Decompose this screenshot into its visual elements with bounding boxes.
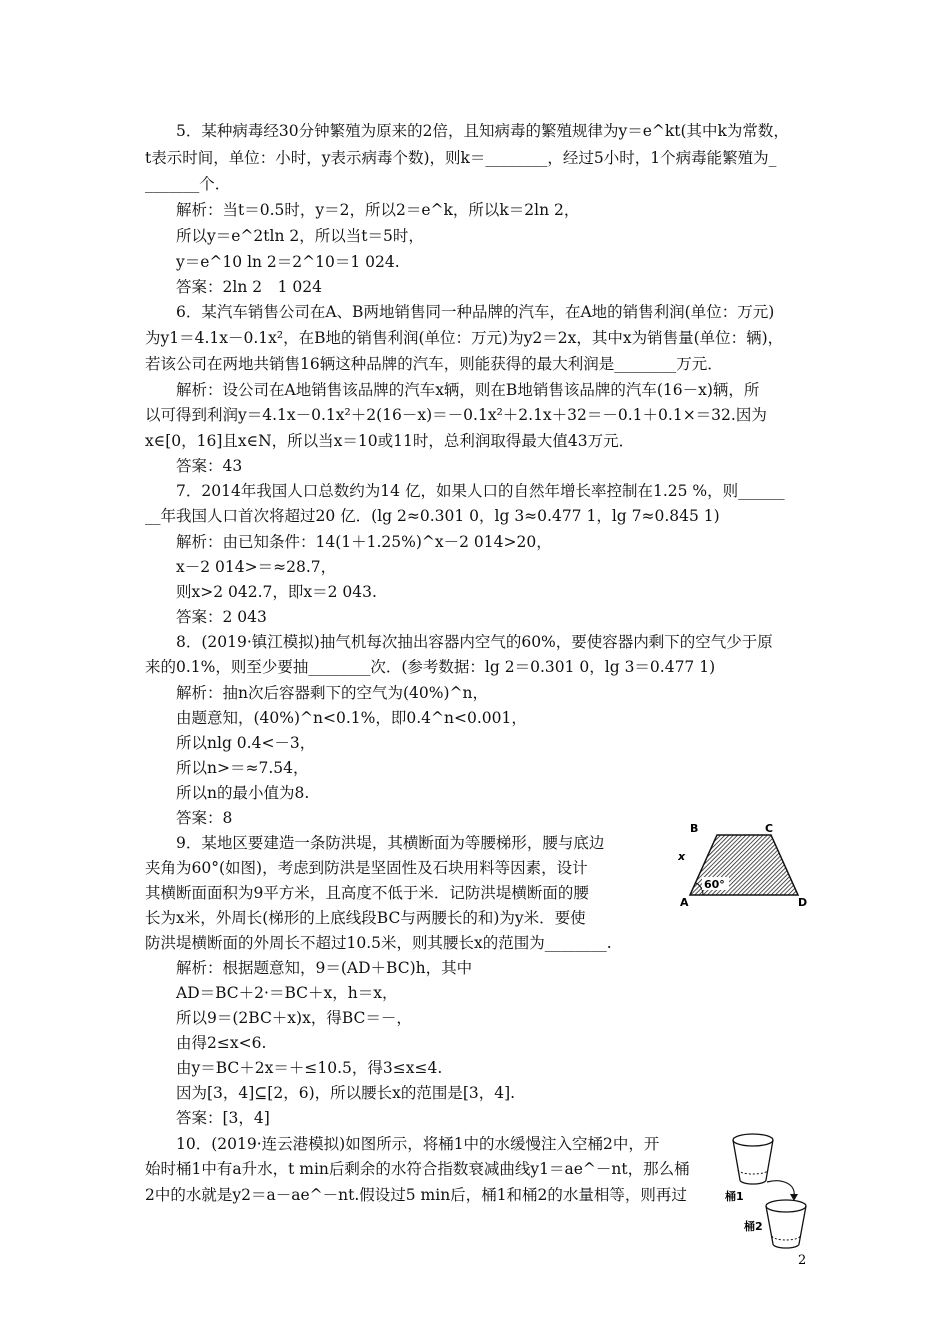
p8-solution-3: 所以nlg 0.4<－3，: [176, 734, 316, 752]
p8-line-1: 8．(2019·镇江模拟)抽气机每次抽出容器内空气的60%，要使容器内剩下的空气少于原: [176, 633, 773, 651]
p6-line-3: 若该公司在两地共销售16辆这种品牌的汽车，则能获得的最大利润是________万元．: [145, 355, 723, 373]
p7-line-1: 7．2014年我国人口总数约为14 亿，如果人口的自然年增长率控制在1.25 %，则______: [176, 482, 785, 500]
flow-arrow: [767, 1181, 794, 1196]
p6-line-1: 6．某汽车销售公司在A、B两地销售同一种品牌的汽车，在A地的销售利润(单位：万元): [176, 303, 775, 321]
bucket-1-label: 桶1: [725, 1190, 744, 1203]
buckets-figure: [720, 1126, 815, 1276]
p8-solution-2: 由题意知，(40%)^n<0.1%，即0.4^n<0.001，: [176, 709, 527, 727]
page-number: 2: [798, 1253, 807, 1268]
p7-answer: 答案：2 043: [176, 608, 267, 626]
p10-line-2: 始时桶1中有a升水，t min后剩余的水符合指数衰减曲线y1＝ae^－nt，那么桶: [145, 1160, 690, 1178]
p5-line-2: t表示时间，单位：小时，y表示病毒个数)，则k＝________，经过5小时，1个病毒能繁殖为_: [145, 149, 777, 167]
bucket-2-label: 桶2: [744, 1220, 763, 1233]
p10-line-3: 2中的水就是y2＝a－ae^－nt.假设过5 min后，桶1和桶2的水量相等，则再过: [145, 1186, 687, 1204]
p9-line-4: 长为x米，外周长(梯形的上底线段BC与两腰长的和)为y米．要使: [145, 909, 586, 927]
label-x: x: [678, 850, 686, 863]
p5-answer: 答案：2ln 2 1 024: [176, 278, 322, 296]
p10-line-1: 10．(2019·连云港模拟)如图所示，将桶1中的水缓慢注入空桶2中，开: [176, 1135, 660, 1153]
p6-answer: 答案：43: [176, 457, 243, 475]
p9-line-3: 其横断面面积为9平方米，且高度不低于米．记防洪堤横断面的腰: [145, 884, 589, 902]
trapezoid-figure: [678, 822, 810, 908]
p8-solution-4: 所以n>＝≈7.54，: [176, 759, 309, 777]
p6-line-2: 为y1＝4.1x－0.1x²，在B地的销售利润(单位：万元)为y2＝2x，其中x为销售量(单位：辆)，: [145, 329, 784, 347]
p6-solution-2: 以可得到利润y＝4.1x－0.1x²＋2(16－x)＝－0.1x²＋2.1x＋32＝－0.1＋0.1×＝32.因为: [145, 406, 767, 424]
p6-solution-3: x∈[0，16]且x∈N，所以当x＝10或11时，总利润取得最大值43万元．: [145, 432, 635, 450]
p7-line-2: __年我国人口首次将超过20 亿．(lg 2≈0.301 0，lg 3≈0.477 1，lg 7≈0.845 1): [145, 507, 720, 525]
p9-line-1: 9．某地区要建造一条防洪堤，其横断面为等腰梯形，腰与底边: [176, 834, 605, 852]
p9-solution-1: 解析：根据题意知，9＝(AD＋BC)h，其中: [176, 959, 473, 977]
p9-solution-3: 所以9＝(2BC＋x)x，得BC＝－，: [176, 1009, 412, 1027]
bucket-1-icon: [733, 1134, 773, 1184]
p8-solution-1: 解析：抽n次后容器剩下的空气为(40%)^n，: [176, 684, 488, 702]
label-C: C: [765, 822, 774, 835]
p5-line-1: 5．某种病毒经30分钟繁殖为原来的2倍，且知病毒的繁殖规律为y＝e^kt(其中k为常数，: [176, 122, 789, 140]
p6-solution-1: 解析：设公司在A地销售该品牌的汽车x辆，则在B地销售该品牌的汽车(16－x)辆，所: [176, 381, 760, 399]
p5-solution-3: y＝e^10 ln 2＝2^10＝1 024.: [176, 253, 400, 271]
p8-solution-5: 所以n的最小值为8.: [176, 784, 310, 802]
p9-line-2: 夹角为60°(如图)，考虑到防洪是坚固性及石块用料等因素，设计: [145, 859, 588, 877]
p5-solution-1: 解析：当t＝0.5时，y＝2，所以2＝e^k，所以k＝2ln 2，: [176, 201, 580, 219]
p8-line-2: 来的0.1%，则至少要抽________次．(参考数据：lg 2＝0.301 0，lg 3＝0.477 1): [145, 658, 716, 676]
p9-solution-4: 由得2≤x<6.: [176, 1034, 267, 1052]
p5-line-3: _______个．: [145, 175, 231, 193]
p5-solution-2: 所以y＝e^2tln 2，所以当t＝5时，: [176, 227, 424, 245]
p9-solution-2: AD＝BC＋2·＝BC＋x，h＝x，: [176, 984, 398, 1002]
label-A: A: [680, 896, 689, 908]
p9-line-5: 防洪堤横断面的外周长不超过10.5米，则其腰长x的范围为________.: [145, 934, 612, 952]
p9-solution-5: 由y＝BC＋2x＝＋≤10.5，得3≤x≤4.: [176, 1059, 443, 1077]
label-angle: 60°: [704, 878, 725, 891]
p8-answer: 答案：8: [176, 809, 233, 827]
p7-solution-1: 解析：由已知条件：14(1＋1.25%)^x－2 014>20，: [176, 533, 552, 551]
bucket-2-icon: [766, 1200, 806, 1248]
p7-solution-3: 则x>2 042.7，即x＝2 043.: [176, 583, 377, 601]
label-B: B: [690, 822, 699, 835]
p9-answer: 答案：[3，4]: [176, 1109, 270, 1127]
p9-solution-6: 因为[3，4]⊆[2，6)，所以腰长x的范围是[3，4].: [176, 1084, 516, 1102]
label-D: D: [798, 896, 808, 908]
p7-solution-2: x－2 014>＝≈28.7，: [176, 558, 337, 576]
